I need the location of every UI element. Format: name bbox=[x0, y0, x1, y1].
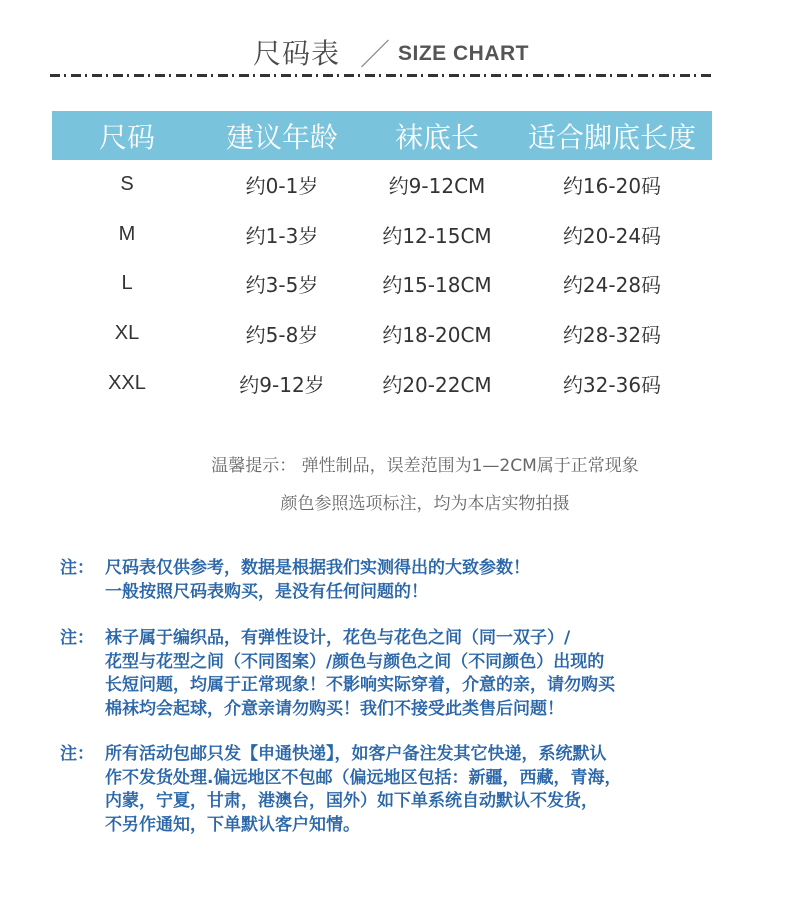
tip-elastic-tolerance: 温馨提示： 弹性制品，误差范围为1—2CM属于正常现象 bbox=[211, 456, 639, 476]
cell-size: L bbox=[121, 272, 133, 295]
note-line: 不另作通知，下单默认客户知情。 bbox=[105, 814, 360, 835]
table-row bbox=[52, 210, 712, 260]
note-line: 一般按照尺码表购买，是没有任何问题的！ bbox=[105, 581, 428, 602]
cell-age: 约3-5岁 bbox=[245, 273, 319, 298]
note-line: 棉袜均会起球，介意亲请勿购买！我们不接受此类售后问题！ bbox=[105, 698, 564, 719]
header-size: 尺码 bbox=[52, 111, 202, 160]
cell-size: S bbox=[120, 173, 134, 196]
title-row bbox=[0, 26, 790, 74]
note-size-reference bbox=[60, 557, 780, 604]
note-prefix: 注： bbox=[60, 628, 94, 648]
note-prefix: 注： bbox=[60, 744, 94, 764]
cell-foot-length: 约24-28码 bbox=[562, 273, 662, 298]
cell-sole-length: 约12-15CM bbox=[382, 223, 492, 248]
note-line: 袜子属于编织品，有弹性设计，花色与花色之间（同一双子）/ bbox=[105, 628, 571, 648]
title-divider bbox=[50, 74, 712, 77]
cell-age: 约9-12岁 bbox=[239, 372, 325, 397]
note-line: 尺码表仅供参考，数据是根据我们实测得出的大致参数！ bbox=[105, 558, 530, 578]
table-row bbox=[52, 309, 712, 359]
table-row bbox=[52, 160, 712, 210]
cell-foot-length: 约20-24码 bbox=[562, 223, 662, 248]
note-line: 内蒙，宁夏，甘肃，港澳台，国外）如下单系统自动默认不发货， bbox=[105, 791, 598, 811]
header-foot-length: 适合脚底长度 bbox=[512, 111, 712, 160]
note-knit-variance bbox=[60, 627, 780, 721]
cell-foot-length: 约16-20码 bbox=[562, 174, 662, 199]
cell-sole-length: 约20-22CM bbox=[382, 372, 492, 397]
size-chart-table bbox=[52, 111, 712, 408]
cell-sole-length: 约15-18CM bbox=[382, 273, 492, 298]
note-line: 花型与花型之间（不同图案）/颜色与颜色之间（不同颜色）出现的 bbox=[105, 651, 605, 672]
cell-size: M bbox=[118, 222, 136, 245]
table-row bbox=[52, 358, 712, 408]
table-row bbox=[52, 259, 712, 309]
note-prefix: 注： bbox=[60, 558, 94, 578]
table-header-row bbox=[52, 111, 712, 160]
header-age: 建议年龄 bbox=[202, 111, 362, 160]
cell-foot-length: 约28-32码 bbox=[562, 323, 662, 348]
note-line: 长短问题，均属于正常现象！不影响实际穿着，介意的亲，请勿购买 bbox=[105, 675, 615, 695]
cell-age: 约5-8岁 bbox=[245, 323, 319, 348]
cell-size: XL bbox=[114, 322, 140, 345]
cell-age: 约0-1岁 bbox=[245, 174, 319, 199]
cell-sole-length: 约9-12CM bbox=[388, 174, 486, 199]
note-shipping-policy bbox=[60, 743, 780, 837]
header-sole-length: 袜底长 bbox=[362, 111, 512, 160]
cell-size: XXL bbox=[108, 371, 146, 394]
cell-age: 约1-3岁 bbox=[245, 223, 319, 248]
page-title-cn: 尺码表 bbox=[253, 37, 341, 70]
page-title-en: SIZE CHART bbox=[398, 42, 529, 65]
note-line: 所有活动包邮只发【申通快递】，如客户备注发其它快递，系统默认 bbox=[105, 744, 607, 764]
note-line: 作不发货处理.偏远地区不包邮（偏远地区包括：新疆，西藏，青海， bbox=[105, 767, 622, 788]
cell-foot-length: 约32-36码 bbox=[562, 372, 662, 397]
cell-sole-length: 约18-20CM bbox=[382, 323, 492, 348]
title-slash: ／ bbox=[360, 38, 390, 73]
tip-color-reference: 颜色参照选项标注，均为本店实物拍摄 bbox=[280, 494, 570, 514]
